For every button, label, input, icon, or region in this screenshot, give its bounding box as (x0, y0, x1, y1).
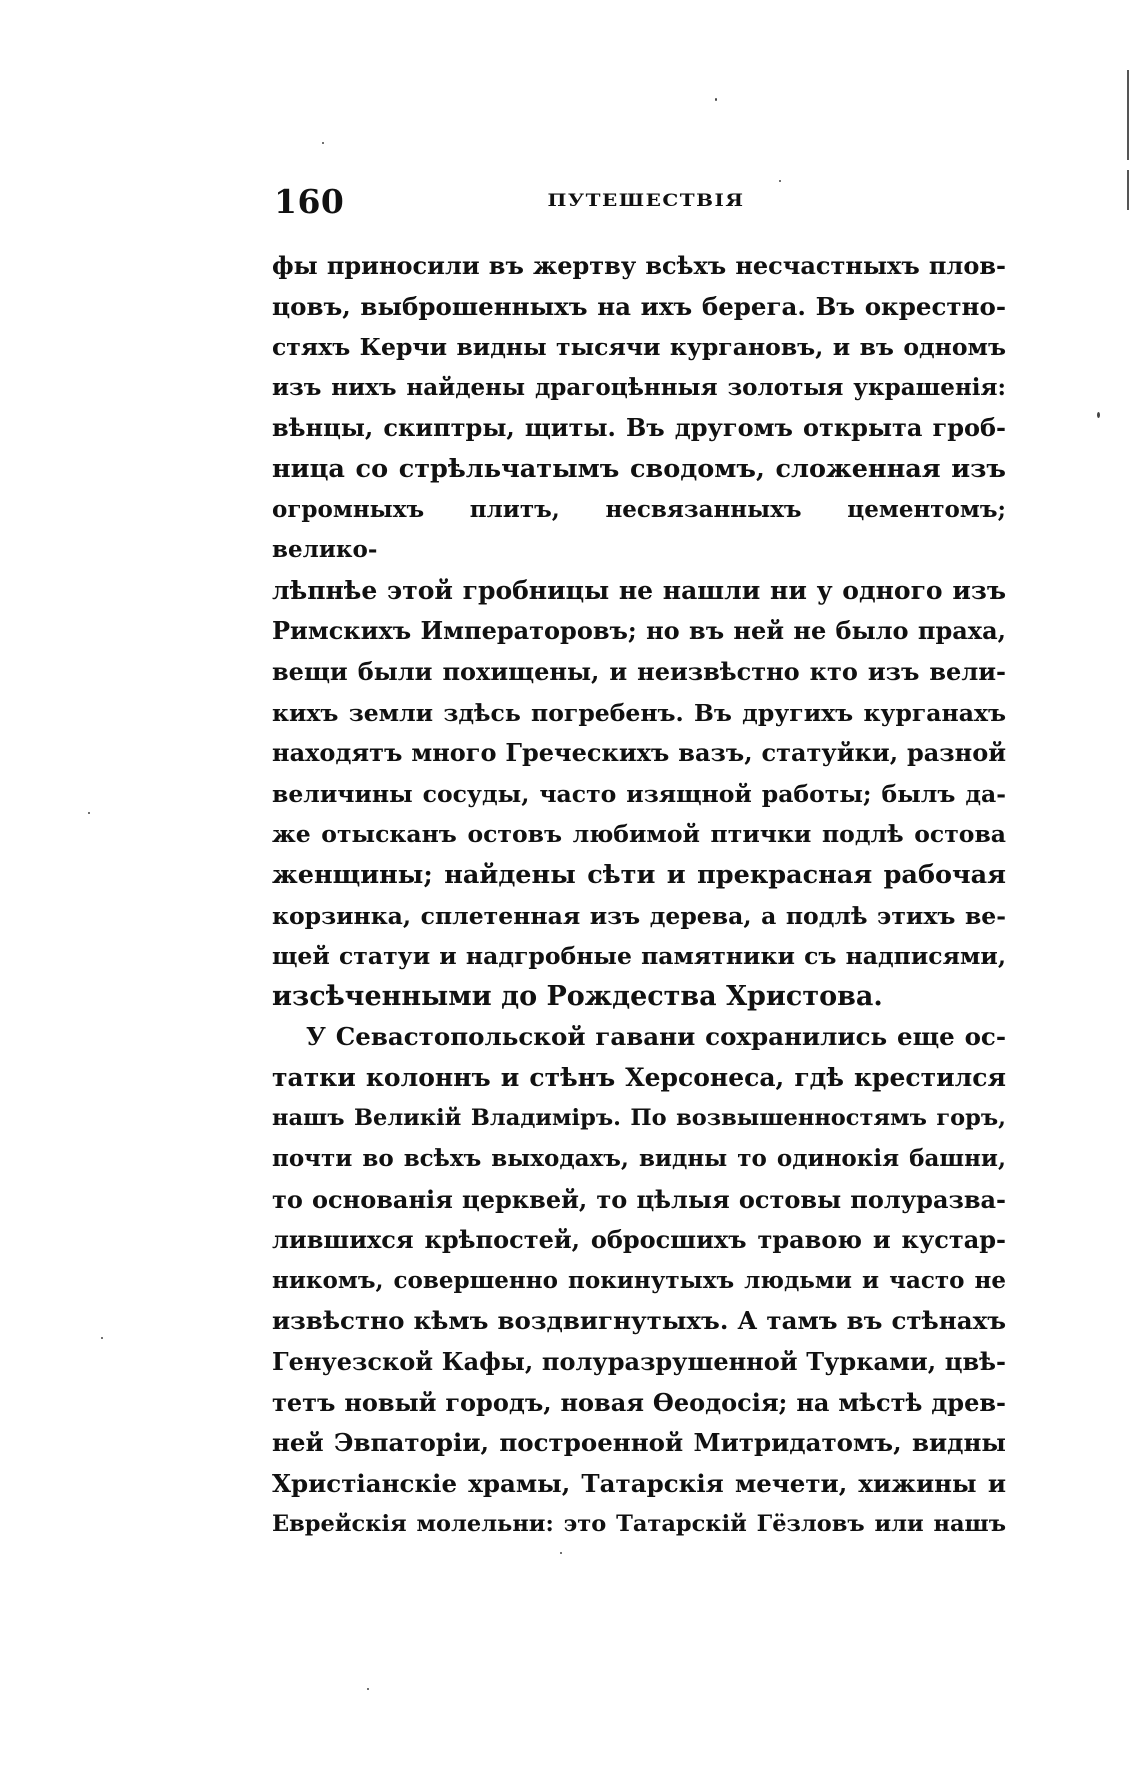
paper-speck (560, 1552, 562, 1554)
text-line: ница со стрѣльчатымъ сводомъ, сложенная изъ (272, 453, 1006, 484)
text-line: татки колоннъ и стѣнъ Херсонеса, гдѣ крестился (272, 1062, 1006, 1092)
text-line: никомъ, совершенно покинутыхъ людьми и часто не (272, 1266, 1006, 1294)
paper-speck (101, 1337, 103, 1339)
text-line: извѣстно кѣмъ воздвигнутыхъ. А тамъ въ стѣнахъ (272, 1306, 1006, 1336)
text-line: женщины; найдены сѣти и прекрасная рабочая (272, 859, 1006, 890)
paper-speck (322, 142, 324, 144)
text-line: фы приносили въ жертву всѣхъ несчастныхъ плов- (272, 251, 1006, 280)
text-line: же отысканъ остовъ любимой птички подлѣ остова (272, 820, 1006, 849)
text-line: кихъ земли здѣсь погребенъ. Въ другихъ курганахъ (272, 698, 1006, 727)
text-line: почти во всѣхъ выходахъ, видны то одинокія башни, (272, 1145, 1006, 1173)
paper-speck (1097, 412, 1100, 418)
text-line: Христіанскіе храмы, Татарскія мечети, хижины и (272, 1468, 1006, 1498)
text-line: вѣнцы, скиптры, щиты. Въ другомъ открыта гроб- (272, 413, 1006, 443)
text-line: У Севастопольской гавани сохранились еще ос- (306, 1022, 1006, 1052)
page-edge-mark (1127, 70, 1129, 160)
text-line: изъ нихъ найдены драгоцѣнныя золотыя украшенія: (272, 373, 1006, 401)
paragraph (272, 1017, 1006, 1545)
text-line: щей статуи и надгробные памятники съ надписями, (272, 942, 1006, 971)
page-edge-mark (1127, 170, 1129, 210)
text-line: то основанія церквей, то цѣлыя остовы полуразва- (272, 1184, 1006, 1214)
text-line: Еврейскія молельни: это Татарскій Гёзловъ или нашъ (272, 1511, 1006, 1538)
paper-speck (715, 98, 717, 101)
text-line: стяхъ Керчи видны тысячи кургановъ, и въ одномъ (272, 333, 1006, 362)
text-line: лившихся крѣпостей, обросшихъ травою и кустар- (272, 1225, 1006, 1255)
page-number: 160 (274, 182, 345, 221)
text-line: вещи были похищены, и неизвѣстно кто изъ вели- (272, 656, 1006, 686)
running-head: ПУТЕШЕСТВІЯ (547, 189, 745, 211)
body-text (272, 246, 1006, 1545)
text-line: величины сосуды, часто изящной работы; былъ да- (272, 779, 1006, 808)
text-line: тетъ новый городъ, новая Ѳеодосія; на мѣстѣ древ- (272, 1387, 1006, 1417)
paragraph (272, 246, 1006, 1017)
page-header (274, 182, 1008, 232)
text-line: изсѣченными до Рождества Христова. (272, 980, 883, 1012)
paper-speck (367, 1688, 369, 1690)
text-line: лѣпнѣе этой гробницы не нашли ни у одного изъ (272, 575, 1006, 605)
text-line: нашъ Великій Владиміръ. По возвышенностямъ горъ, (272, 1105, 1006, 1132)
text-line: цовъ, выброшенныхъ на ихъ берега. Въ окрестно- (272, 291, 1006, 321)
text-line: находятъ много Греческихъ вазъ, статуйки, разной (272, 738, 1006, 768)
text-line: Римскихъ Императоровъ; но въ ней не было праха, (272, 616, 1006, 646)
text-line: корзинка, сплетенная изъ дерева, а подлѣ этихъ ве- (272, 901, 1006, 930)
paper-speck (88, 812, 90, 814)
text-line: Генуезской Кафы, полуразрушенной Турками, цвѣ- (272, 1347, 1006, 1377)
text-line: огромныхъ плитъ, несвязанныхъ цементомъ; велико- (272, 495, 1006, 564)
text-line: ней Эвпаторіи, построенной Митридатомъ, видны (272, 1428, 1006, 1458)
